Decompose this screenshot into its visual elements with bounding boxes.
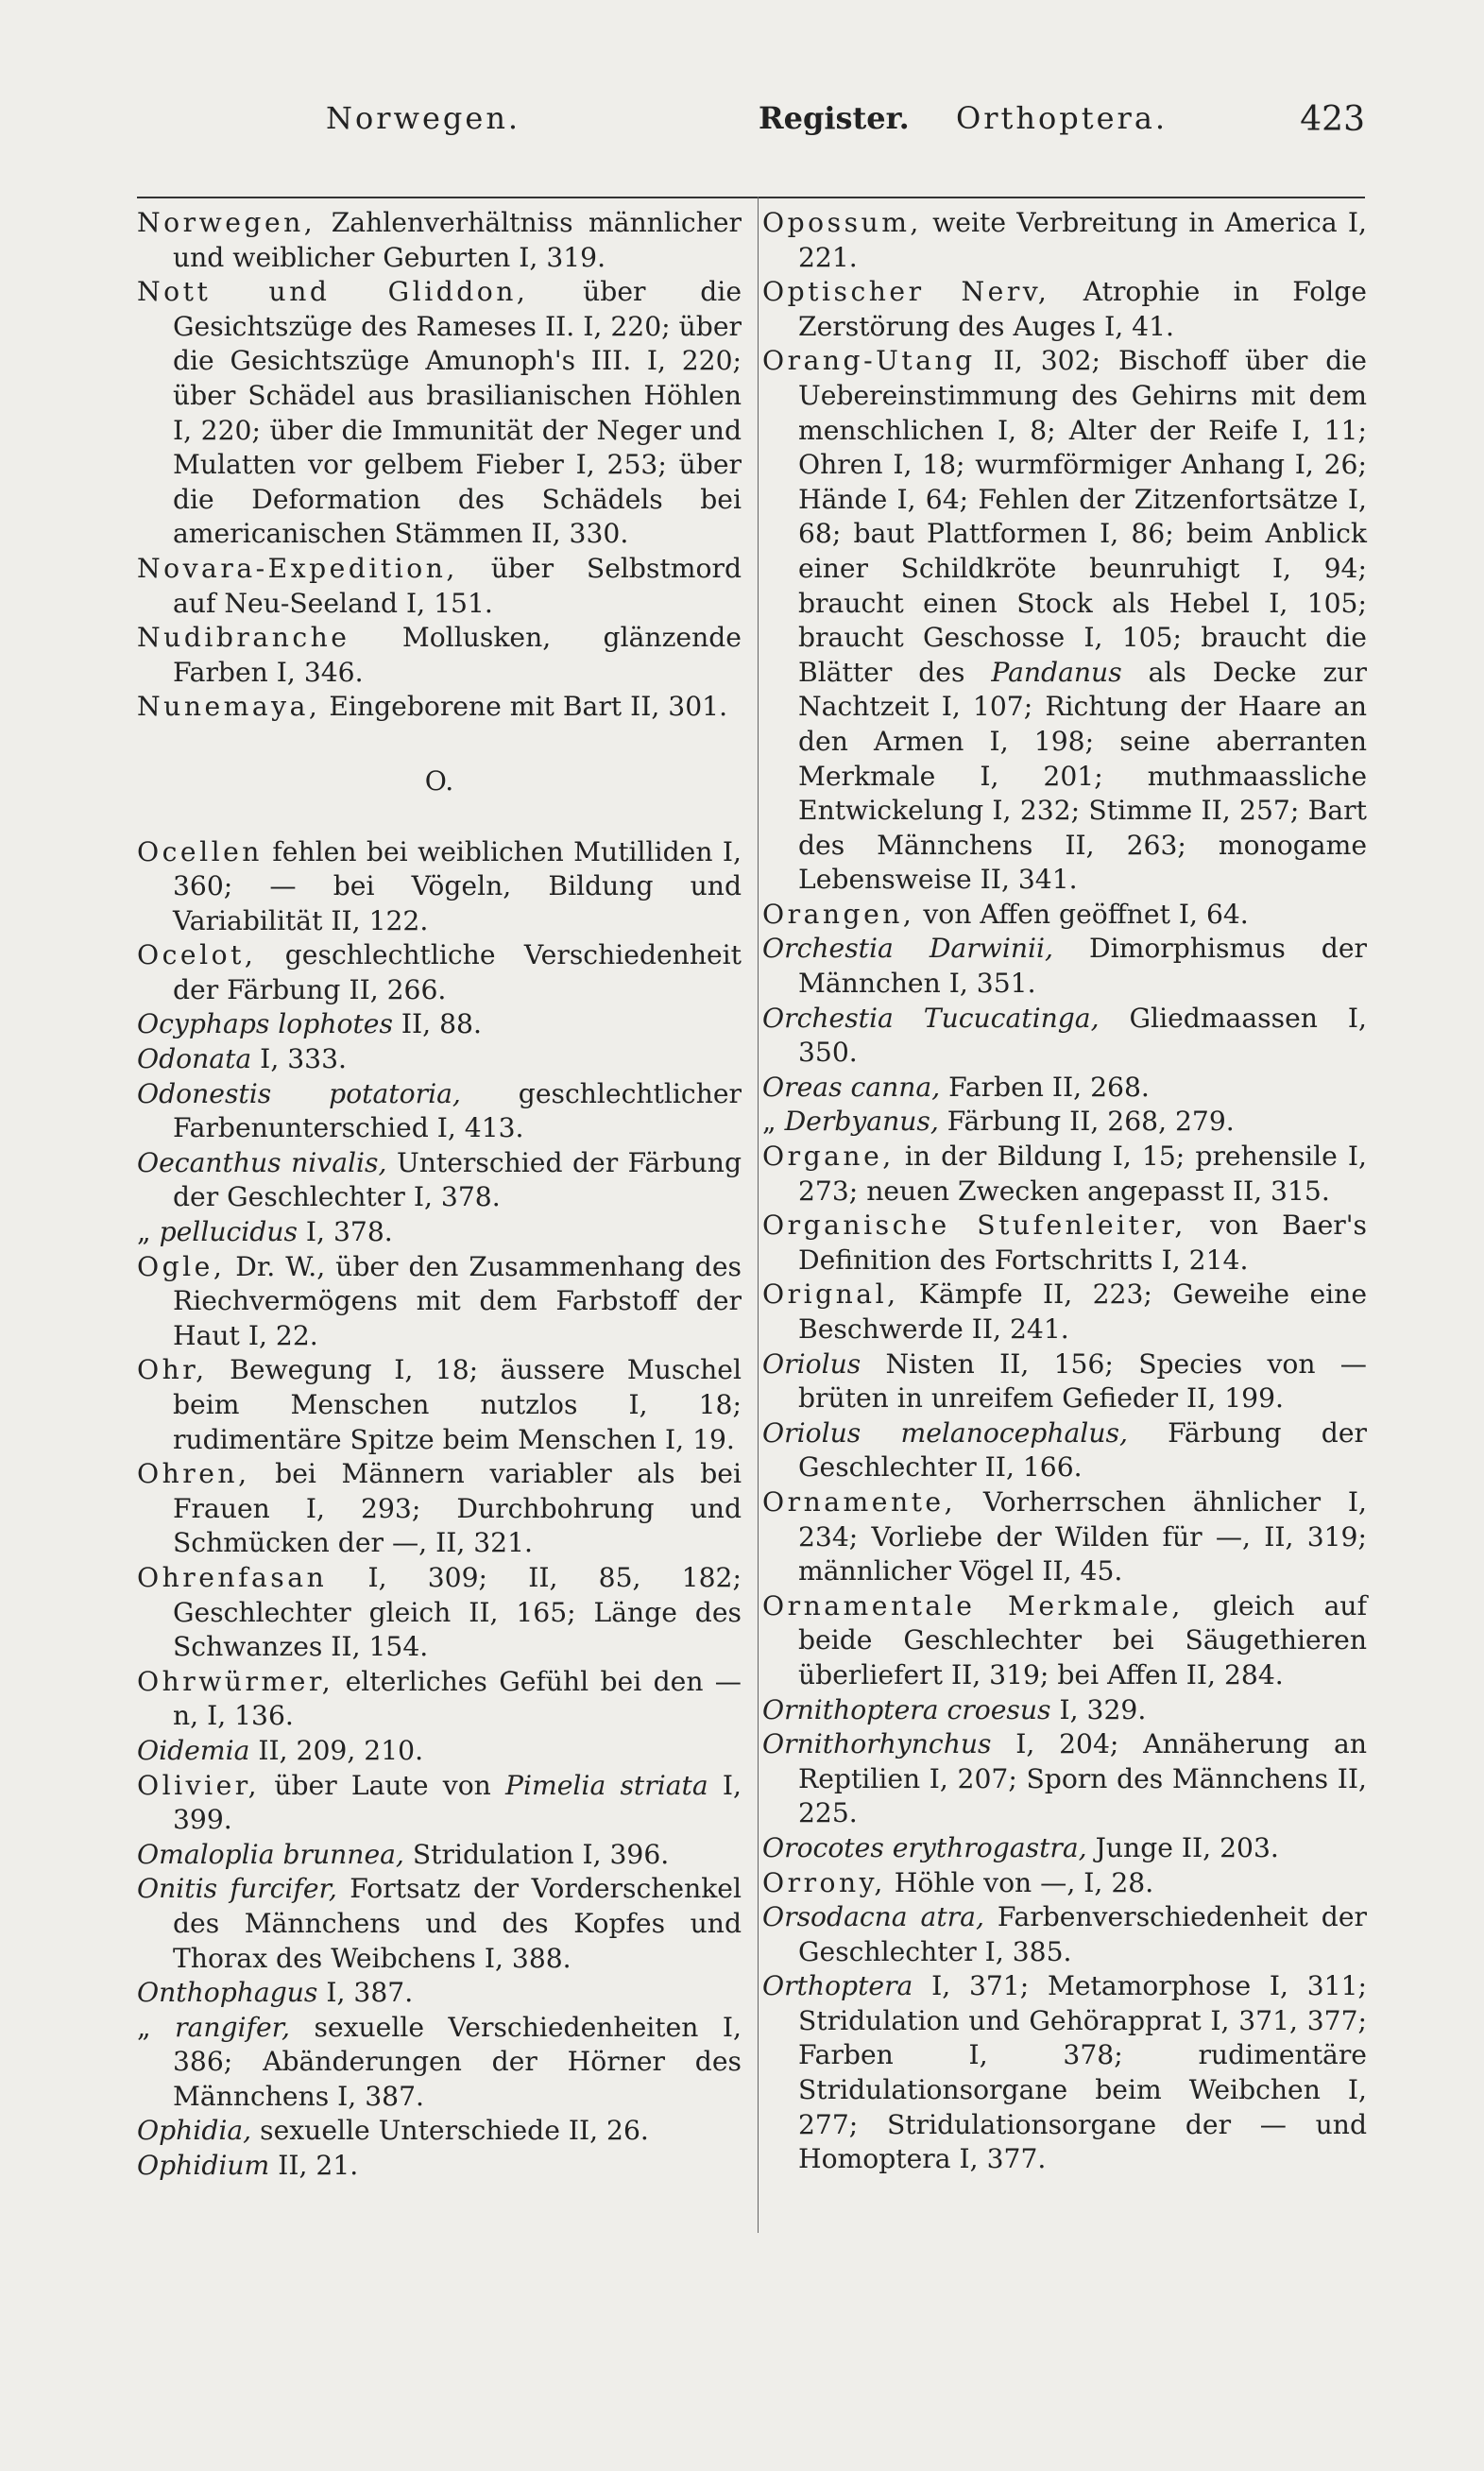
entry-text: I, 387. [317, 1977, 414, 2009]
entry-keyword: Orang-Utang [762, 345, 976, 377]
entry-text: von Baer's Definition des Fortschritts I, 214. [798, 1210, 1367, 1276]
entry-italic: Ornithoptera croesus [762, 1693, 1051, 1725]
entry-keyword: Olivier, [137, 1769, 261, 1801]
page-number: 423 [1300, 100, 1365, 139]
entry-keyword: Novara-Expedition, [137, 552, 458, 584]
index-entry [137, 1146, 742, 1215]
index-entry [137, 1215, 742, 1250]
entry-text: II, 88. [392, 1008, 482, 1040]
entries-after [137, 835, 742, 2184]
index-entry [137, 690, 742, 725]
entry-text: von Affen geöffnet I, 64. [914, 898, 1249, 930]
index-entry [137, 2149, 742, 2184]
entry-text: geschlechtliche Verschiedenheit der Färbung II, 266. [173, 939, 742, 1005]
entry-italic: Ornithorhynchus [762, 1728, 992, 1760]
index-entry [762, 898, 1367, 933]
index-entry [762, 1969, 1367, 2177]
index-entry [137, 1353, 742, 1457]
entries-right [762, 206, 1367, 2177]
index-entry [762, 1589, 1367, 1693]
entry-text: Zahlenverhältniss männlicher und weiblicher Geburten I, 319. [173, 207, 742, 273]
index-entry [762, 206, 1367, 275]
index-entry [762, 1071, 1367, 1106]
entry-keyword: Orignal, [762, 1278, 899, 1311]
entry-text: über Selbstmord auf Neu-Seeland I, 151. [173, 552, 742, 619]
index-entry [137, 2011, 742, 2115]
index-entry [762, 1278, 1367, 1347]
entry-keyword: Organe, [762, 1141, 895, 1173]
index-entry [137, 552, 742, 621]
entry-text: Dr. W., über den Zusammenhang des Riechvermögens mit dem Farbstoff der Haut I, 22. [173, 1250, 742, 1351]
entry-italic: Onthophagus [137, 1977, 318, 2009]
index-entry [762, 1209, 1367, 1278]
entry-text: Vorherrschen ähnlicher I, 234; Vorliebe der Wilden für —, II, 319; männlicher Vögel II, 45. [798, 1485, 1367, 1587]
index-entry [762, 1347, 1367, 1416]
entry-italic: Orchestia Darwinii, [762, 933, 1053, 965]
index-entry [137, 621, 742, 690]
entry-text: als Decke zur Nachtzeit I, 107; Richtung der Haare an den Armen I, 198; seine aberranten Merkmale I, 201; muthmaassliche Entwickelung I, 232; Stimme II, 257; Bart des Männchens II, 263; monogame Lebensweise II, 341. [798, 656, 1367, 896]
entry-text: „ [137, 2011, 176, 2043]
entry-text: I, 204; Annäherung an Reptilien I, 207; Sporn des Männchens II, 225. [798, 1728, 1367, 1829]
entry-italic: Oecanthus nivalis, [137, 1146, 387, 1178]
index-entry [137, 206, 742, 275]
header-rule [137, 197, 1365, 198]
entry-italic: Omaloplia brunnea, [137, 1838, 404, 1870]
index-entry [762, 1727, 1367, 1831]
entry-text: Dimorphismus der Männchen I, 351. [798, 933, 1367, 1000]
entry-text: Unterschied der Färbung der Geschlechter I, 378. [173, 1146, 742, 1213]
entry-keyword: Organische Stufenleiter, [762, 1210, 1186, 1242]
entry-italic: Ophidia, [137, 2115, 252, 2147]
entry-keyword: Ohren, [137, 1458, 250, 1490]
entry-text: weite Verbreitung in America I, 221. [798, 207, 1367, 273]
index-entry [137, 1007, 742, 1042]
entry-text: I, 329. [1050, 1693, 1147, 1725]
index-entry [137, 1042, 742, 1077]
running-header [137, 93, 1365, 146]
entry-italic: Oriolus melanocephalus, [762, 1416, 1128, 1449]
entry-text: I, 378. [297, 1216, 393, 1248]
entry-text: in der Bildung I, 15; prehensile I, 273; neuen Zwecken angepasst II, 315. [798, 1141, 1367, 1207]
index-entry [762, 1416, 1367, 1485]
entry-keyword: Ornamente, [762, 1485, 957, 1518]
entry-text: Mollusken, glänzende Farben I, 346. [173, 622, 742, 688]
index-entry [762, 1866, 1367, 1901]
entry-keyword: Orrony, [762, 1866, 886, 1898]
index-entry [137, 275, 742, 552]
entry-italic: pellucidus [159, 1216, 298, 1248]
index-entry [137, 1976, 742, 2011]
entry-text: „ [762, 1106, 785, 1138]
index-entry [137, 2114, 742, 2149]
entry-text: Gliedmaassen I, 350. [798, 1002, 1367, 1069]
index-entry [137, 938, 742, 1007]
index-entry [137, 1838, 742, 1873]
entry-text: über die Gesichtszüge des Rameses II. I, 220; über die Gesichtszüge Amunoph's III. I, 220; über Schädel aus brasilianischen Höhlen I, 220; über die Immunität der Neger und Mulatten vor gelbem Fieber I, 253; über die Deformation des Schädels bei americanischen Stämmen II, 330. [173, 276, 742, 550]
entry-keyword: Optischer Nerv, [762, 276, 1050, 308]
entry-text: Färbung der Geschlechter II, 166. [798, 1416, 1367, 1484]
index-entry [137, 1077, 742, 1146]
entry-keyword: Ornamentale Merkmale, [762, 1589, 1184, 1622]
index-entry [137, 1250, 742, 1354]
index-entry [137, 1872, 742, 1976]
entry-italic: Pandanus [991, 656, 1122, 688]
index-entry [137, 1561, 742, 1665]
left-column [137, 206, 742, 2184]
entry-italic: Onitis furcifer, [137, 1873, 337, 1905]
entry-text: „ [137, 1216, 160, 1248]
entry-text: I, 333. [251, 1043, 347, 1075]
entry-italic: rangifer, [175, 2011, 291, 2043]
entries-before [137, 206, 742, 725]
index-entry [762, 932, 1367, 1001]
index-entry [762, 1693, 1367, 1728]
header-center: Register. [759, 100, 910, 136]
index-entry [762, 1140, 1367, 1209]
entry-text: elterliches Gefühl bei den —n, I, 136. [173, 1665, 742, 1732]
entry-text: bei Männern variabler als bei Frauen I, 293; Durchbohrung und Schmücken der —, II, 321. [173, 1458, 742, 1559]
index-entry [137, 1457, 742, 1561]
entry-text: Fortsatz der Vorderschenkel des Männchens und des Kopfes und Thorax des Weibchens I, 388. [173, 1873, 742, 1974]
index-entry [762, 344, 1367, 898]
entry-text: sexuelle Unterschiede II, 26. [251, 2115, 649, 2147]
entry-keyword: Orangen, [762, 898, 915, 930]
entry-keyword: Ogle, [137, 1250, 226, 1282]
entry-text: I, 399. [173, 1769, 742, 1836]
entry-text: II, 302; Bischoff über die Uebereinstimmung des Gehirns mit dem menschlichen I, 8; Alter der Reife I, 11; Ohren I, 18; wurmförmiger Anhang I, 26; Hände I, 64; Fehlen der Zitzenfortsätze I, 68; baut Plattformen I, 86; beim Anblick einer Schildkröte beunruhigt I, 94; braucht einen Stock als Hebel I, 105; braucht Geschosse I, 105; braucht die Blätter des [798, 345, 1367, 688]
index-entry [137, 1665, 742, 1734]
entry-text: I, 371; Metamorphose I, 311; Stridulation und Gehörapprat I, 371, 377; Farben I, 378; rudimentäre Stridulationsorgane beim Weibchen I, 277; Stridulationsorgane der — und Homoptera I, 377. [798, 1970, 1367, 2175]
index-entry [762, 1002, 1367, 1071]
entry-italic: Orthoptera [762, 1970, 913, 2002]
entry-italic: Ophidium [137, 2150, 270, 2182]
right-column [762, 206, 1367, 2177]
index-entry [762, 275, 1367, 344]
header-left: Norwegen. [326, 100, 521, 136]
entry-italic: Orchestia Tucucatinga, [762, 1002, 1100, 1034]
entry-text: Höhle von —, I, 28. [885, 1866, 1154, 1898]
column-divider [758, 197, 759, 2233]
entry-keyword: Norwegen, [137, 207, 316, 238]
entry-text: Eingeborene mit Bart II, 301. [320, 691, 728, 723]
entry-italic: Oidemia [137, 1734, 250, 1766]
index-entry [137, 835, 742, 939]
entry-italic: Derbyanus, [784, 1106, 939, 1138]
entry-text: geschlechtlicher Farbenunterschied I, 413. [173, 1077, 742, 1144]
entry-keyword: Nudibranche [137, 622, 350, 654]
entry-italic: Odonestis potatoria, [137, 1077, 461, 1109]
entry-text: II, 209, 210. [249, 1734, 424, 1766]
entry-text: I, 309; II, 85, 182; Geschlechter gleich II, 165; Länge des Schwanzes II, 154. [173, 1561, 742, 1663]
entry-text: Atrophie in Folge Zerstörung des Auges I, 41. [798, 276, 1367, 342]
entry-text: Farbenverschiedenheit der Geschlechter I, 385. [798, 1901, 1367, 1967]
entry-text: Stridulation I, 396. [403, 1838, 670, 1870]
entry-keyword: Nunemaya, [137, 691, 321, 723]
entry-keyword: Nott und Gliddon, [137, 276, 529, 308]
index-entry [762, 1831, 1367, 1866]
entry-keyword: Opossum, [762, 207, 922, 238]
entry-text: Färbung II, 268, 279. [938, 1106, 1235, 1138]
index-entry [762, 1485, 1367, 1589]
entry-text: Nisten II, 156; Species von — brüten in unreifem Gefieder II, 199. [798, 1347, 1367, 1415]
entry-text: fehlen bei weiblichen Mutilliden I, 360; — bei Vögeln, Bildung und Variabilität II, 122. [173, 835, 742, 936]
entry-keyword: Ocellen [137, 835, 263, 867]
entry-keyword: Ocelot, [137, 939, 257, 971]
entry-italic: Ocyphaps lophotes [137, 1008, 393, 1040]
index-entry [762, 1900, 1367, 1969]
index-entry [137, 1734, 742, 1769]
entry-italic: Pimelia striata [505, 1769, 708, 1801]
header-right: Orthoptera. [956, 100, 1168, 136]
entry-text: über Laute von [260, 1769, 506, 1801]
entry-keyword: Ohrenfasan [137, 1561, 328, 1593]
entry-text: Farben II, 268. [940, 1071, 1150, 1103]
entry-keyword: Ohr, [137, 1354, 208, 1386]
entry-text: gleich auf beide Geschlechter bei Säugethieren überliefert II, 319; bei Affen II, 284. [798, 1589, 1368, 1690]
entry-italic: Oriolus [762, 1347, 861, 1380]
entry-text: II, 21. [269, 2150, 359, 2182]
entry-italic: Orsodacna atra, [762, 1901, 984, 1933]
entry-italic: Orocotes erythrogastra, [762, 1831, 1087, 1863]
entry-keyword: Ohrwürmer, [137, 1665, 334, 1697]
index-entry [137, 1769, 742, 1838]
entry-text: Junge II, 203. [1086, 1831, 1279, 1863]
entry-text: Kämpfe II, 223; Geweihe eine Beschwerde II, 241. [798, 1278, 1367, 1345]
section-heading: O. [424, 764, 454, 797]
entry-text: Bewegung I, 18; äussere Muschel beim Menschen nutzlos I, 18; rudimentäre Spitze beim Menschen I, 19. [173, 1354, 742, 1455]
entry-text: sexuelle Verschiedenheiten I, 386; Abänderungen der Hörner des Männchens I, 387. [173, 2011, 742, 2112]
entry-italic: Odonata [137, 1043, 252, 1075]
index-entry [762, 1105, 1367, 1140]
entry-italic: Oreas canna, [762, 1071, 941, 1103]
